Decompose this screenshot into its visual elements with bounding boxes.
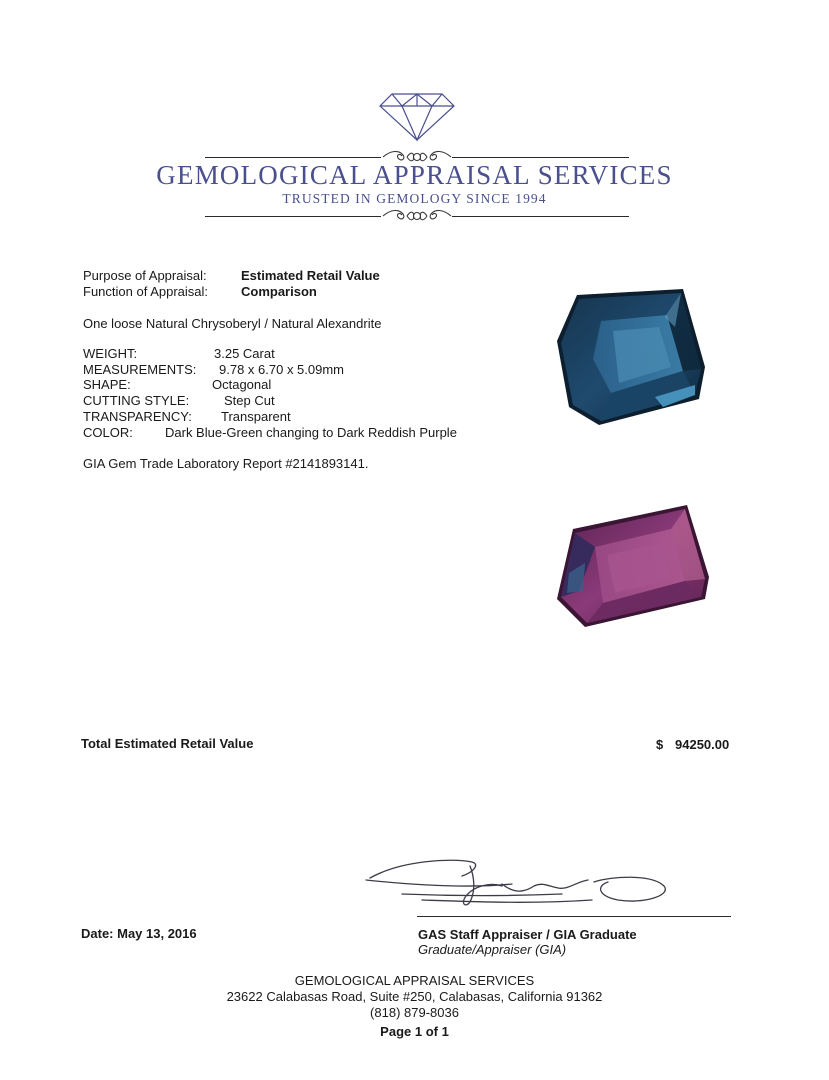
transparency-label: TRANSPARENCY:: [83, 409, 192, 424]
color-value: Dark Blue-Green changing to Dark Reddish Purple: [165, 425, 457, 440]
footer-address: 23622 Calabasas Road, Suite #250, Calabasas, California 91362: [226, 989, 603, 1004]
appraiser-title: GAS Staff Appraiser / GIA Graduate: [418, 927, 637, 942]
logo-rule-top-left: [205, 157, 381, 158]
diamond-logo-icon: [378, 92, 456, 142]
item-description: One loose Natural Chrysoberyl / Natural Alexandrite: [83, 316, 382, 331]
scroll-ornament-bottom-icon: [381, 207, 453, 225]
appraisal-date: Date: May 13, 2016: [81, 926, 197, 941]
appraiser-subtitle: Graduate/Appraiser (GIA): [418, 942, 567, 957]
cutting-style-value: Step Cut: [224, 393, 275, 408]
signature-line: [417, 916, 731, 917]
purpose-value: Estimated Retail Value: [241, 268, 380, 283]
handwritten-signature: [362, 856, 674, 916]
logo-rule-top-right: [452, 157, 629, 158]
company-tagline: TRUSTED IN GEMOLOGY SINCE 1994: [282, 191, 547, 206]
shape-value: Octagonal: [212, 377, 272, 392]
logo-rule-bottom-right: [452, 216, 629, 217]
function-value: Comparison: [241, 284, 317, 299]
footer-phone: (818) 879-8036: [370, 1005, 459, 1020]
measurements-value: 9.78 x 6.70 x 5.09mm: [219, 362, 345, 377]
gem-photo-incandescent: [555, 503, 711, 631]
total-label: Total Estimated Retail Value: [81, 736, 254, 751]
gia-report: GIA Gem Trade Laboratory Report #2141893141.: [83, 456, 369, 471]
page-number: Page 1 of 1: [380, 1024, 449, 1039]
shape-label: SHAPE:: [83, 377, 131, 392]
color-label: COLOR:: [83, 425, 133, 440]
weight-value: 3.25 Carat: [214, 346, 275, 361]
cutting-style-label: CUTTING STYLE:: [83, 393, 190, 408]
transparency-value: Transparent: [221, 409, 291, 424]
company-name: GEMOLOGICAL APPRAISAL SERVICES: [156, 160, 673, 190]
purpose-label: Purpose of Appraisal:: [83, 268, 207, 283]
footer-company: GEMOLOGICAL APPRAISAL SERVICES: [294, 973, 535, 988]
total-amount: 94250.00: [675, 737, 730, 752]
weight-label: WEIGHT:: [83, 346, 138, 361]
function-label: Function of Appraisal:: [83, 284, 209, 299]
gem-photo-daylight: [555, 287, 709, 427]
measurements-label: MEASUREMENTS:: [83, 362, 197, 377]
total-currency: $: [656, 737, 664, 752]
logo-rule-bottom-left: [205, 216, 381, 217]
